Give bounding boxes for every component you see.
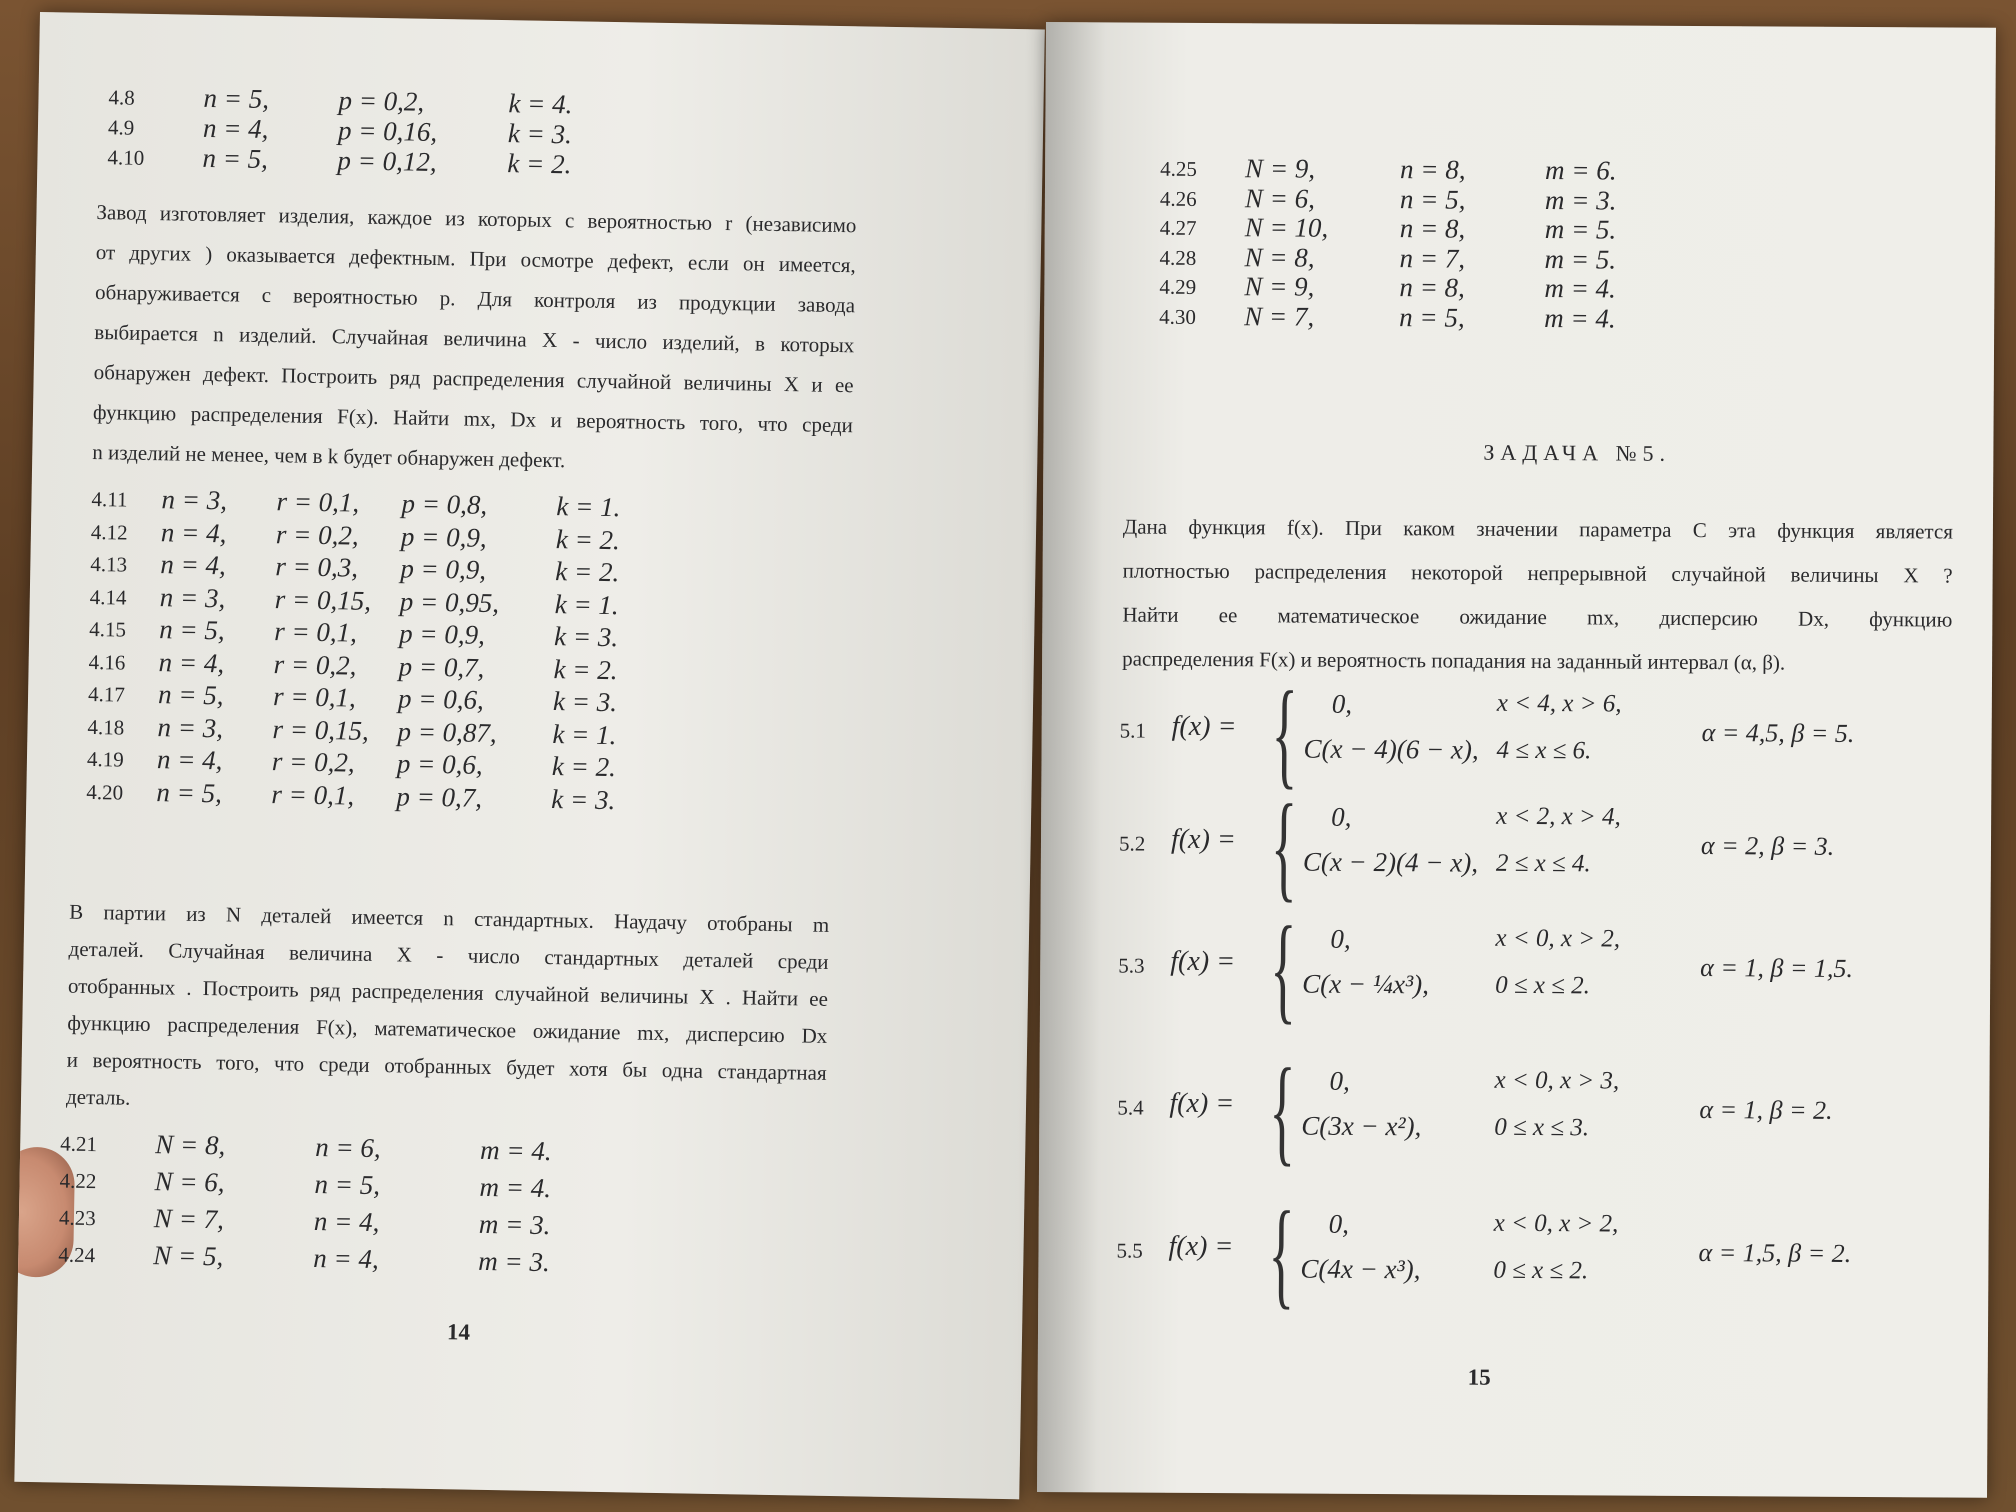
param-n: n = 4,	[202, 112, 269, 145]
param-n: n = 6,	[314, 1131, 381, 1164]
param-N: N = 8,	[154, 1129, 226, 1161]
param-n: n = 4,	[160, 549, 227, 581]
param-k: k = 2.	[551, 751, 617, 783]
paragraph-line: распределения F(x) и вероятность попадания на заданный интервал (α, β).	[1122, 646, 1786, 675]
param-k: k = 2.	[555, 556, 620, 588]
brace: {	[1269, 901, 1297, 1035]
case-condition-2: 0 ≤ x ≤ 2.	[1495, 971, 1591, 1000]
param-p: p = 0,9,	[400, 553, 487, 585]
case-value-2: C(x − ¼x³),	[1302, 968, 1430, 1000]
param-m: m = 3.	[478, 1245, 550, 1278]
param-n: n = 7,	[1399, 242, 1466, 274]
param-k: k = 3.	[551, 783, 616, 815]
param-p: p = 0,9,	[400, 520, 487, 553]
interval: α = 1, β = 1,5.	[1700, 953, 1854, 983]
problem-number: 4.13	[90, 551, 128, 577]
param-r: r = 0,2,	[275, 518, 359, 551]
problem-number: 4.26	[1159, 186, 1197, 211]
paragraph-line: деталь.	[65, 1084, 131, 1110]
param-n: n = 4,	[156, 744, 223, 776]
problem-number: 5.4	[1117, 1095, 1144, 1120]
problem-number: 4.23	[58, 1205, 96, 1231]
problem-number: 4.12	[90, 519, 128, 545]
param-p: p = 0,12,	[337, 145, 437, 177]
function-problem	[1039, 1043, 1990, 1185]
param-n: n = 4,	[313, 1242, 380, 1275]
problem-number: 4.30	[1159, 304, 1197, 329]
problem-number: 4.15	[89, 616, 127, 642]
param-p: p = 0,6,	[397, 683, 485, 715]
param-n: n = 4,	[158, 646, 225, 678]
param-n: n = 4,	[160, 516, 227, 548]
param-n: n = 4,	[313, 1205, 380, 1238]
problem-number: 4.24	[58, 1242, 96, 1268]
case-condition-2: 0 ≤ x ≤ 3.	[1494, 1113, 1590, 1142]
param-N: N = 7,	[153, 1203, 225, 1235]
case-condition-1: x < 0, x > 3,	[1494, 1066, 1620, 1095]
paragraph-line: Завод изготовляет изделия, каждое из которых с вероятностью r (независимо	[96, 200, 857, 238]
function-problem	[1040, 901, 1991, 1043]
right-page	[1037, 22, 1996, 1498]
paragraph-line: и вероятность того, что среди отобранных будет хотя бы одна стандартная	[66, 1047, 827, 1085]
interval: α = 4,5, β = 5.	[1701, 718, 1855, 748]
paragraph-line: обнаруживается с вероятностью p. Для контроля из продукции завода	[94, 280, 856, 318]
left-page	[14, 12, 1045, 1499]
case-condition-2: 4 ≤ x ≤ 6.	[1496, 736, 1592, 765]
problem-number: 4.25	[1160, 156, 1197, 181]
param-n: n = 3,	[161, 484, 228, 516]
param-p: p = 0,87,	[397, 715, 497, 748]
param-r: r = 0,2,	[273, 648, 357, 681]
paragraph-line: обнаружен дефект. Построить ряд распределения случайной величины X и ее	[93, 359, 854, 398]
param-m: m = 3.	[1544, 184, 1617, 215]
problem-number: 4.16	[88, 649, 126, 675]
param-m: m = 5.	[1544, 214, 1617, 245]
problem-row	[1159, 300, 1996, 341]
function-problem	[1041, 666, 1992, 808]
param-m: m = 4.	[479, 1134, 552, 1167]
function-problem	[1038, 1186, 1989, 1328]
param-m: m = 4.	[479, 1171, 552, 1204]
function-lhs: f(x) =	[1169, 1087, 1235, 1120]
param-p: p = 0,7,	[398, 650, 485, 683]
param-r: r = 0,2,	[271, 746, 355, 778]
paragraph-line: Дана функция f(x). При каком значении параметра C эта функция является	[1122, 514, 1953, 544]
param-r: r = 0,1,	[272, 681, 357, 713]
param-n: n = 5,	[203, 82, 270, 115]
case-condition-1: x < 0, x > 2,	[1493, 1209, 1619, 1238]
param-N: N = 10,	[1244, 212, 1329, 243]
param-n: n = 3,	[159, 581, 226, 613]
problem-number: 5.5	[1116, 1238, 1143, 1263]
param-k: k = 3.	[552, 686, 618, 718]
problem-number: 4.20	[86, 779, 124, 805]
param-r: r = 0,3,	[275, 551, 359, 583]
param-r: r = 0,15,	[272, 713, 370, 746]
case-condition-1: x < 0, x > 2,	[1495, 924, 1621, 953]
param-r: r = 0,15,	[274, 583, 372, 616]
paragraph-line: плотностью распределения некоторой непрерывной случайной величины X ?	[1122, 558, 1953, 588]
paragraph-line: выбирается n изделий. Случайная величина X - число изделий, в которых	[94, 320, 855, 358]
paragraph-line: функцию распределения F(x), математическое ожидание mx, дисперсию Dx	[67, 1010, 828, 1048]
problem-number: 4.19	[86, 746, 124, 772]
paragraph-line: В партии из N деталей имеется n стандартных. Наудачу отобраны m	[69, 899, 830, 937]
case-condition-1: x < 2, x > 4,	[1496, 802, 1621, 831]
param-n: n = 5,	[158, 614, 225, 646]
problem-number: 4.17	[87, 681, 126, 707]
function-lhs: f(x) =	[1168, 1230, 1234, 1263]
page-number-left: 14	[446, 1319, 471, 1345]
param-k: k = 2.	[507, 148, 572, 180]
paragraph-line: отобранных . Построить ряд распределения случайной величины X . Найти ее	[67, 973, 829, 1011]
brace: {	[1268, 1186, 1295, 1320]
case-value-1: 0,	[1328, 1208, 1350, 1239]
case-value-2: C(x − 2)(4 − x),	[1302, 846, 1479, 878]
param-r: r = 0,1,	[276, 486, 360, 518]
problem-number: 4.28	[1159, 245, 1197, 270]
param-k: k = 2.	[555, 523, 621, 555]
param-p: p = 0,95,	[399, 585, 500, 618]
param-N: N = 6,	[154, 1166, 225, 1198]
problem-number: 4.22	[59, 1168, 97, 1194]
param-N: N = 7,	[1244, 300, 1315, 332]
param-k: k = 2.	[553, 653, 618, 685]
param-k: k = 1.	[552, 718, 617, 750]
param-p: p = 0,7,	[396, 780, 483, 813]
param-p: p = 0,6,	[396, 748, 483, 780]
param-n: n = 5,	[1399, 301, 1465, 333]
param-m: m = 4.	[1544, 302, 1616, 333]
param-p: p = 0,2,	[338, 85, 425, 117]
param-p: p = 0,8,	[401, 488, 488, 520]
param-k: k = 1.	[554, 588, 619, 620]
param-N: N = 5,	[153, 1240, 224, 1272]
param-N: N = 9,	[1245, 153, 1316, 184]
param-m: m = 4.	[1544, 273, 1616, 304]
param-n: n = 5,	[1399, 183, 1466, 215]
param-n: n = 3,	[157, 711, 224, 743]
case-value-1: 0,	[1329, 1065, 1350, 1096]
function-problem	[1041, 779, 1992, 921]
case-condition-2: 2 ≤ x ≤ 4.	[1495, 849, 1591, 878]
problem-number: 4.14	[89, 584, 127, 610]
problem-number: 4.21	[60, 1131, 98, 1157]
param-N: N = 9,	[1244, 271, 1315, 302]
problem-number: 4.9	[107, 115, 135, 140]
task5-heading: ЗАДАЧА №5.	[1483, 439, 1672, 466]
function-lhs: f(x) =	[1171, 710, 1237, 743]
brace: {	[1270, 779, 1298, 913]
param-r: r = 0,1,	[271, 778, 355, 811]
problem-number: 4.11	[91, 486, 128, 512]
case-value-1: 0,	[1330, 923, 1351, 954]
param-k: k = 4.	[508, 88, 573, 120]
interval: α = 1,5, β = 2.	[1698, 1238, 1852, 1268]
param-n: n = 5,	[314, 1168, 381, 1201]
param-n: n = 8,	[1399, 272, 1465, 303]
param-p: p = 0,16,	[337, 115, 438, 147]
param-n: n = 8,	[1399, 213, 1466, 244]
case-value-2: C(4x − x³),	[1300, 1253, 1421, 1285]
param-m: m = 6.	[1545, 155, 1617, 186]
param-n: n = 5,	[156, 776, 223, 808]
param-k: k = 1.	[556, 491, 621, 523]
problem-number: 4.27	[1159, 215, 1197, 240]
param-p: p = 0,9,	[398, 618, 486, 650]
case-value-1: 0,	[1331, 801, 1352, 832]
problem-number: 4.29	[1159, 274, 1197, 299]
case-value-2: C(3x − x²),	[1301, 1110, 1422, 1142]
param-r: r = 0,1,	[273, 616, 358, 648]
case-condition-2: 0 ≤ x ≤ 2.	[1493, 1256, 1589, 1285]
interval: α = 2, β = 3.	[1700, 831, 1835, 861]
brace: {	[1271, 666, 1298, 800]
function-lhs: f(x) =	[1170, 945, 1236, 978]
brace: {	[1268, 1043, 1296, 1177]
problem-number: 5.2	[1118, 831, 1146, 856]
case-value-2: C(x − 4)(6 − x),	[1303, 733, 1479, 765]
paragraph-line: Найти ее математическое ожидание mx, дисперсию Dx, функцию	[1122, 602, 1953, 632]
problem-number: 5.1	[1119, 718, 1146, 743]
param-k: k = 3.	[553, 621, 619, 653]
param-n: n = 5,	[157, 679, 224, 711]
param-k: k = 3.	[507, 118, 573, 150]
paragraph-line: от других ) оказывается дефектным. При осмотре дефект, если он имеется,	[95, 240, 856, 278]
param-m: m = 3.	[478, 1208, 551, 1241]
problem-number: 4.10	[107, 145, 145, 170]
page-number-right: 15	[1467, 1364, 1491, 1390]
case-value-1: 0,	[1331, 688, 1353, 719]
problem-number: 5.3	[1118, 953, 1145, 978]
paragraph-line: функцию распределения F(x). Найти mx, Dx и вероятность того, что среди	[92, 399, 854, 438]
param-n: n = 8,	[1400, 154, 1466, 185]
param-N: N = 8,	[1244, 241, 1315, 273]
paragraph-line: n изделий не менее, чем в k будет обнаружен дефект.	[92, 439, 566, 473]
interval: α = 1, β = 2.	[1699, 1095, 1833, 1125]
problem-number: 4.18	[87, 714, 125, 740]
problem-number: 4.8	[108, 85, 135, 110]
param-N: N = 6,	[1244, 182, 1316, 214]
case-condition-1: x < 4, x > 6,	[1496, 689, 1622, 718]
param-m: m = 5.	[1544, 243, 1617, 274]
function-lhs: f(x) =	[1170, 823, 1236, 856]
paragraph-line: деталей. Случайная величина X - число стандартных деталей среди	[68, 936, 829, 974]
param-n: n = 5,	[202, 142, 269, 174]
